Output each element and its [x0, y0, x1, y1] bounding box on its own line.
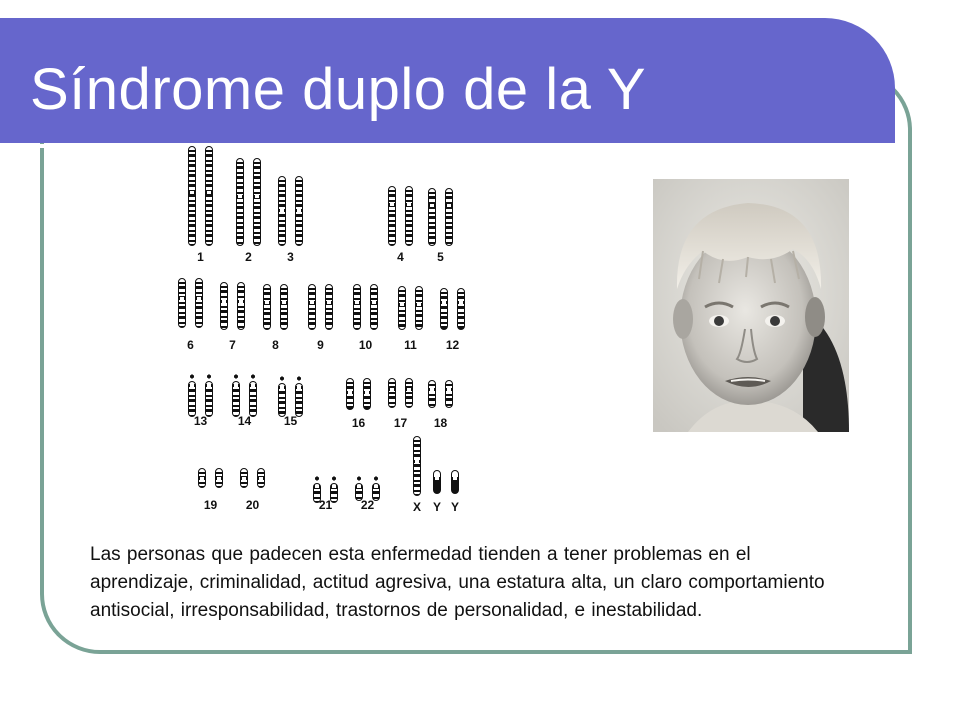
centromere: [364, 391, 370, 394]
chromosome-label: 1: [197, 250, 204, 264]
karyotype-image: [160, 138, 500, 518]
chromatid: [451, 470, 459, 494]
child-photo: [653, 179, 849, 432]
chromatid: [445, 380, 453, 408]
centromere: [206, 384, 212, 387]
body-paragraph: Las personas que padecen esta enfermedad tienden a tener problemas en el aprendizaje, criminalidad, actitud agresiva, una estatura alta, un claro comportamiento antisocial, irresponsabilidad, trastornos de personalidad, e inestabilidad.: [90, 544, 825, 621]
satellite: [232, 374, 240, 379]
satellite: [278, 376, 286, 381]
chromosome-label: 7: [229, 338, 236, 352]
chromatid: [428, 188, 436, 246]
chromatid: [353, 284, 361, 330]
centromere: [354, 301, 360, 304]
centromere: [406, 203, 412, 206]
chromosome-label: X: [412, 500, 421, 514]
centromere: [254, 195, 260, 198]
centromere: [309, 301, 315, 304]
chromosome-label: 22: [360, 498, 375, 512]
centromere: [429, 204, 435, 207]
centromere: [416, 303, 422, 306]
chromosome-label: 6: [187, 338, 194, 352]
centromere: [389, 388, 395, 391]
centromere: [279, 386, 285, 389]
centromere: [296, 386, 302, 389]
chromatid: [413, 436, 421, 496]
centromere: [434, 477, 440, 480]
centromere: [326, 301, 332, 304]
centromere: [250, 384, 256, 387]
chromatid: [457, 288, 465, 330]
centromere: [233, 384, 239, 387]
centromere: [347, 391, 353, 394]
chromatid: [178, 278, 186, 328]
chromosome-label: 3: [287, 250, 294, 264]
centromere: [281, 301, 287, 304]
centromere: [199, 477, 205, 480]
centromere: [196, 297, 202, 300]
centromere: [279, 209, 285, 212]
chromatid: [253, 158, 261, 246]
chromosome-label: 5: [437, 250, 444, 264]
chromatid: [220, 282, 228, 330]
satellite: [205, 374, 213, 379]
chromosome-label: 20: [245, 498, 260, 512]
satellite: [372, 476, 380, 481]
chromatid: [440, 288, 448, 330]
centromere: [458, 301, 464, 304]
chromatid: [237, 282, 245, 330]
chromosome-label: 14: [237, 414, 252, 428]
centromere: [452, 477, 458, 480]
centromere: [238, 300, 244, 303]
centromere: [373, 485, 379, 488]
centromere: [414, 460, 420, 463]
chromosome-label: Y: [450, 500, 459, 514]
chromatid: [445, 188, 453, 246]
centromere: [331, 485, 337, 488]
centromere: [241, 477, 247, 480]
chromosome-label: 4: [397, 250, 404, 264]
chromatid: [205, 146, 213, 246]
centromere: [399, 303, 405, 306]
chromosome-label: 11: [404, 338, 417, 352]
centromere: [221, 300, 227, 303]
child-portrait-image: [653, 179, 849, 432]
slide-title: Síndrome duplo de la Y: [30, 57, 647, 122]
chromatid: [236, 158, 244, 246]
chromatid: [388, 186, 396, 246]
chromosome-label: 2: [245, 250, 252, 264]
centromere: [371, 301, 377, 304]
centromere: [237, 195, 243, 198]
centromere: [441, 301, 447, 304]
centromere: [389, 203, 395, 206]
centromere: [216, 477, 222, 480]
title-bar: [0, 18, 895, 143]
satellite: [188, 374, 196, 379]
chromatid: [398, 286, 406, 330]
chromosome-label: 8: [272, 338, 279, 352]
centromere: [296, 209, 302, 212]
chromosome-label: 15: [283, 414, 298, 428]
centromere: [179, 297, 185, 300]
chromatid: [370, 284, 378, 330]
chromosome-label: Y: [432, 500, 441, 514]
chromosome-label: 10: [358, 338, 373, 352]
centromere: [429, 388, 435, 391]
satellite: [249, 374, 257, 379]
chromatid: [325, 284, 333, 330]
chromosome-label: 18: [433, 416, 448, 430]
centromere: [258, 477, 264, 480]
chromatid: [188, 146, 196, 246]
centromere: [356, 485, 362, 488]
satellite: [313, 476, 321, 481]
satellite: [295, 376, 303, 381]
chromosome-label: 19: [203, 498, 218, 512]
centromere: [206, 191, 212, 194]
centromere: [189, 384, 195, 387]
satellite: [330, 476, 338, 481]
chromatid: [415, 286, 423, 330]
centromere: [264, 301, 270, 304]
centromere: [189, 191, 195, 194]
centromere: [446, 204, 452, 207]
chromosome-label: 13: [193, 414, 208, 428]
chromatid: [405, 378, 413, 408]
chromosome-label: 9: [317, 338, 324, 352]
centromere: [406, 388, 412, 391]
centromere: [314, 485, 320, 488]
chromatid: [280, 284, 288, 330]
chromosome-label: 12: [445, 338, 460, 352]
chromosome-label: 17: [393, 416, 408, 430]
chromatid: [388, 378, 396, 408]
chromatid: [308, 284, 316, 330]
chromatid: [428, 380, 436, 408]
chromosome-label: 16: [351, 416, 366, 430]
chromatid: [263, 284, 271, 330]
chromatid: [195, 278, 203, 328]
chromatid: [405, 186, 413, 246]
chromosome-label: 21: [318, 498, 333, 512]
chromatid: [433, 470, 441, 494]
centromere: [446, 388, 452, 391]
satellite: [355, 476, 363, 481]
